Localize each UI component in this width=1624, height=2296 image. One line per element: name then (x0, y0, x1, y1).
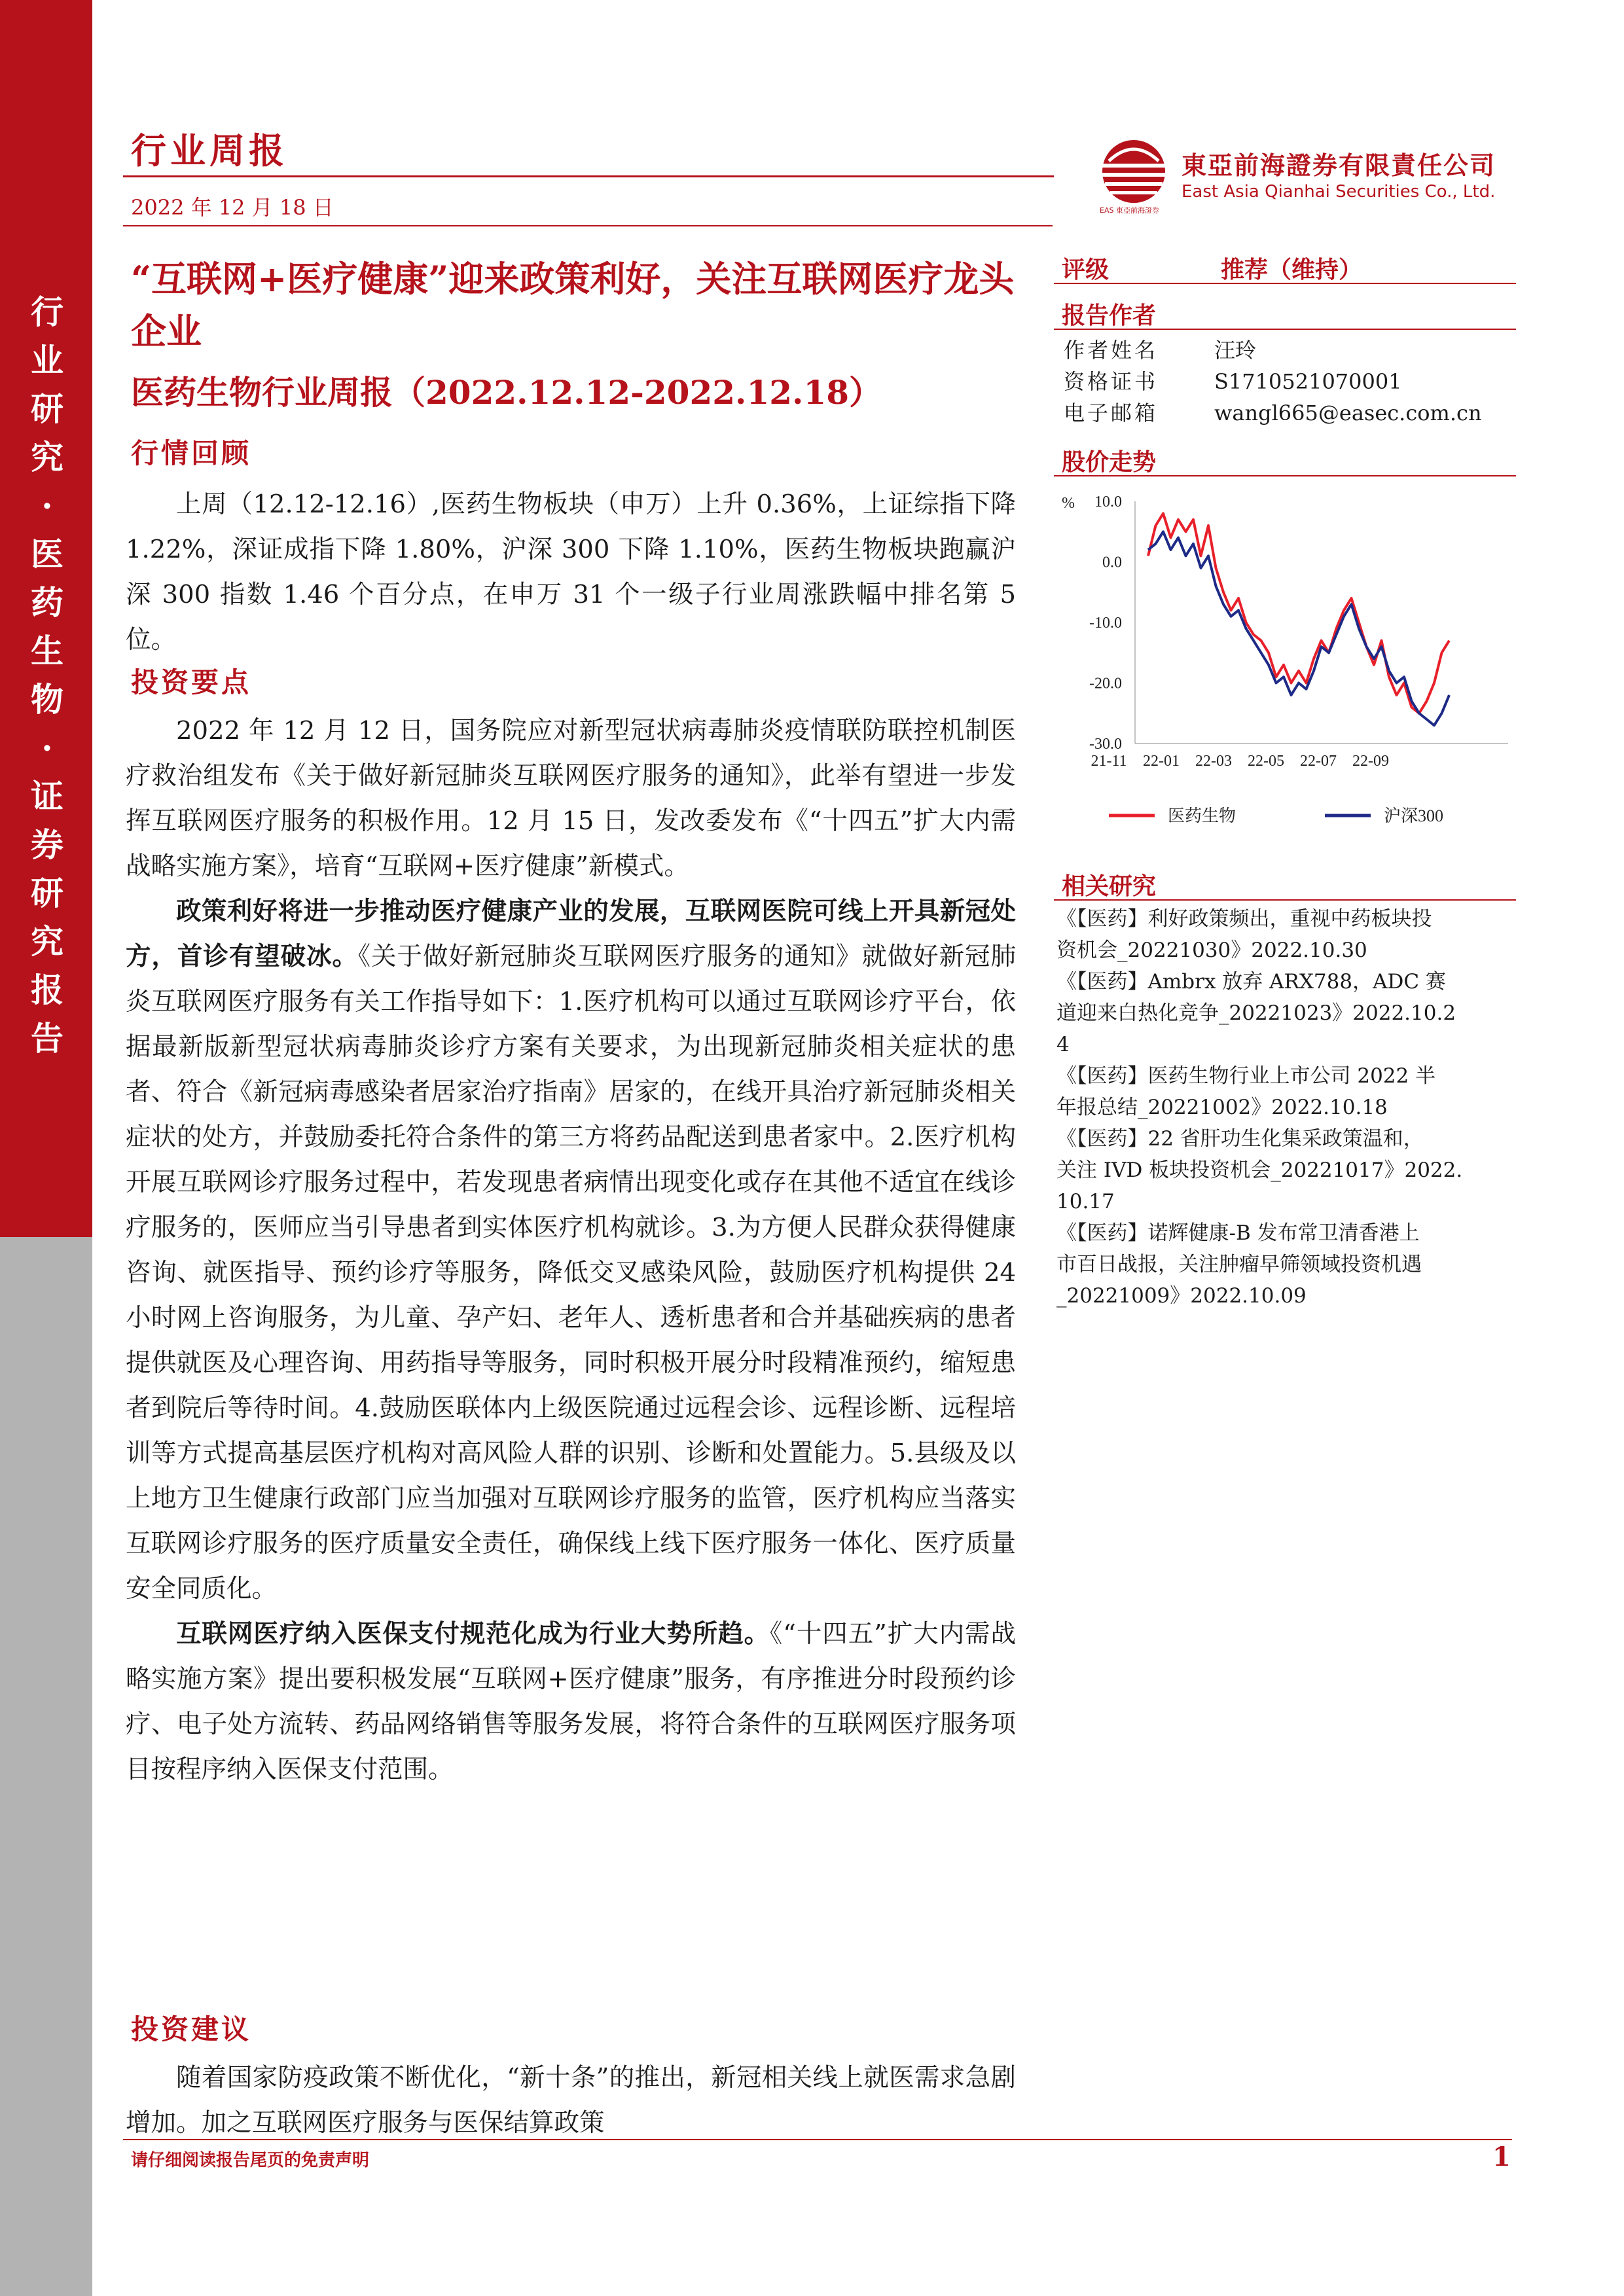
sidebar-char: 证 (31, 777, 63, 816)
related-line[interactable]: 《【医药】医药生物行业上市公司 2022 半 (1056, 1064, 1436, 1088)
y-tick-label: 0.0 (1102, 554, 1122, 571)
related-line[interactable]: 4 (1056, 1033, 1070, 1056)
author-key: 电子邮箱 (1064, 401, 1159, 425)
related-heading: 相关研究 (1062, 872, 1157, 900)
related-line[interactable]: 道迎来白热化竞争_20221023》2022.10.2 (1056, 1001, 1456, 1025)
rating-value: 推荐（维持） (1221, 256, 1363, 283)
report-type: 行业周报 (131, 130, 288, 171)
x-tick-label: 22-05 (1248, 753, 1284, 770)
sidebar-char: · (41, 486, 53, 525)
legend-label: 沪深300 (1384, 806, 1444, 825)
company-name-en: East Asia Qianhai Securities Co., Ltd. (1182, 182, 1496, 202)
related-line[interactable]: 《【医药】22 省肝功生化集采政策温和， (1056, 1127, 1424, 1151)
author-key: 作者姓名 (1064, 338, 1159, 363)
related-line[interactable]: 10.17 (1056, 1190, 1115, 1213)
page-number: 1 (1492, 2142, 1511, 2172)
points-p3-rest: 《“十四五”扩大内需战略实施方案》提出要积极发展“互联网+医疗健康”服务，有序推进分时段预约诊疗、电子处方流转、药品网络销售等服务发展，将符合条件的互联网医疗服务项目按程序纳入医保支付范围。 (126, 1619, 1016, 1784)
related-line[interactable]: 年报总结_20221002》2022.10.18 (1056, 1096, 1388, 1119)
related-line[interactable]: 关注 IVD 板块投资机会_20221017》2022. (1056, 1158, 1463, 1182)
points-p2-rest: 《关于做好新冠肺炎互联网医疗服务的通知》就做好新冠肺炎互联网医疗服务有关工作指导如下：1.医疗机构可以通过互联网诊疗平台，依据最新版新型冠状病毒肺炎诊疗方案有关要求，为出现新冠肺炎相关症状的患者、符合《新冠病毒感染者居家治疗指南》居家的，在线开具治疗新冠肺炎相关症状的处方，并鼓励委托符合条件的第三方将药品配送到患者家中。2.医疗机构开展互联网诊疗服务过程中，若发现患者病情出现变化或存在其他不适宜在线诊疗服务的，医师应当引导患者到实体医疗机构就诊。3.为方便人民群众获得健康咨询、就医指导、预约诊疗等服务，降低交叉感染风险，鼓励医疗机构提供 24 小时网上咨询服务，为儿童、孕产妇、老年人、透析患者和合并基础疾病的患者提供就医及心理咨询、用药指导等服务，同时积极开展分时段精准预约，缩短患者到院后等待时间。4.鼓励医联体内上级医院通过远程会诊、远程诊断、远程培训等方式提高基层医疗机构对高风险人群的识别、诊断和处置能力。5.县级及以上地方卫生健康行政部门应当加强对互联网诊疗服务的监管，医疗机构应当落实互联网诊疗服务的医疗质量安全责任，确保线上线下医疗服务一体化、医疗质量安全同质化。 (126, 942, 1016, 1604)
sidebar-char: 业 (31, 341, 63, 380)
report-title: “互联网+医疗健康”迎来政策利好，关注互联网医疗龙头企业 (131, 258, 1015, 352)
author-heading-row (1054, 292, 1516, 330)
author-email[interactable]: wangl665@easec.com.cn (1214, 401, 1482, 425)
y-unit-label: % (1062, 495, 1075, 512)
related-heading-row (1054, 863, 1516, 901)
x-tick-label: 22-09 (1352, 753, 1389, 770)
sidebar-char: 医 (31, 535, 63, 573)
author-value: 汪玲 (1214, 338, 1257, 363)
author-heading: 报告作者 (1062, 302, 1157, 329)
y-tick-label: -10.0 (1089, 615, 1122, 632)
sidebar-char: 研 (31, 389, 63, 428)
y-tick-label: 10.0 (1094, 493, 1122, 511)
x-tick-label: 21-11 (1091, 753, 1127, 770)
company-name-cn: 東亞前海證券有限責任公司 (1182, 151, 1496, 180)
sidebar-char: 研 (31, 874, 63, 912)
review-paragraph (126, 482, 1016, 662)
points-p3-bold: 互联网医疗纳入医保支付规范化成为行业大势所趋。 (176, 1619, 770, 1649)
section-heading-points: 投资要点 (131, 666, 252, 698)
author-row-cert (1064, 365, 1402, 395)
price-heading-row (1054, 439, 1516, 476)
report-subtitle: 医药生物行业周报（2022.12.12-2022.12.18） (131, 373, 882, 412)
points-p2 (126, 889, 1016, 1611)
author-value: S1710521070001 (1214, 369, 1402, 394)
author-row-email[interactable] (1064, 397, 1482, 427)
section-heading-review: 行情回顾 (131, 437, 252, 469)
y-tick-label: -20.0 (1089, 675, 1122, 692)
sidebar-char: · (41, 728, 53, 767)
sidebar-char: 行 (31, 293, 63, 331)
related-line[interactable]: _20221009》2022.10.09 (1056, 1284, 1307, 1308)
related-line[interactable]: 《【医药】Ambrx 放弃 ARX788，ADC 赛 (1056, 970, 1446, 994)
sidebar-char: 告 (31, 1019, 63, 1058)
related-line[interactable]: 《【医药】诺辉健康-B 发布常卫清香港上 (1056, 1221, 1420, 1245)
price-trend-chart (1056, 482, 1515, 848)
report-date: 2022 年 12 月 18 日 (131, 195, 334, 220)
author-key: 资格证书 (1064, 369, 1159, 394)
x-tick-label: 22-07 (1300, 753, 1337, 770)
related-research-list (1056, 903, 1515, 1312)
logo-caption: EAS 東亞前海證券 (1100, 206, 1159, 215)
points-p2-bold: 政策利好将进一步推动医疗健康产业的发展，互联网医院可线上开具新冠处方，首诊有望破冰。 (126, 897, 1016, 971)
header-rule-2 (123, 225, 1053, 226)
x-tick-label: 22-01 (1143, 753, 1180, 770)
footer-rule (123, 2139, 1512, 2140)
sidebar-char: 究 (31, 922, 63, 961)
series-line (1148, 531, 1449, 725)
points-paragraphs (126, 708, 1016, 1792)
author-row-name (1064, 334, 1256, 364)
y-tick-label: -30.0 (1089, 736, 1122, 753)
related-line[interactable]: 《【医药】利好政策频出，重视中药板块投 (1056, 907, 1432, 931)
rating-row (1054, 246, 1516, 284)
price-heading: 股价走势 (1062, 448, 1157, 476)
sidebar-vertical-label (18, 288, 76, 1063)
points-p1: 2022 年 12 月 12 日，国务院应对新型冠状病毒肺炎疫情联防联控机制医疗救治组发布《关于做好新冠肺炎互联网医疗服务的通知》，此举有望进一步发挥互联网医疗服务的积极作用。12 月 15 日，发改委发布《“十四五”扩大内需战略实施方案》，培育“互联网+医疗健康”新模式。 (126, 716, 1016, 881)
legend-label: 医药生物 (1168, 806, 1236, 825)
section-heading-advice: 投资建议 (131, 2013, 252, 2045)
x-tick-label: 22-03 (1195, 753, 1232, 770)
advice-text: 随着国家防疫政策不断优化，“新十条”的推出，新冠相关线上就医需求急剧增加。加之互联网医疗服务与医保结算政策 (126, 2063, 1016, 2138)
review-text: 上周（12.12-12.16）,医药生物板块（申万）上升 0.36%，上证综指下降 1.22%，深证成指下降 1.80%，沪深 300 下降 1.10%，医药生物板块跑赢沪深 300 指数 1.46 个百分点，在申万 31 个一级子行业周涨跌幅中排名第 5 位。 (126, 490, 1016, 655)
advice-paragraph (126, 2055, 1016, 2145)
rating-label: 评级 (1062, 256, 1110, 283)
related-line[interactable]: 市百日战报，关注肿瘤早筛领域投资机遇 (1056, 1253, 1422, 1276)
sidebar-char: 究 (31, 438, 63, 476)
sidebar-char: 生 (31, 632, 63, 670)
sidebar-char: 券 (31, 825, 63, 864)
points-p3 (126, 1611, 1016, 1792)
footer-disclaimer: 请仔细阅读报告尾页的免责声明 (131, 2151, 370, 2170)
related-line[interactable]: 资机会_20221030》2022.10.30 (1056, 939, 1367, 962)
sidebar-char: 药 (31, 583, 63, 622)
sidebar-char: 物 (31, 680, 63, 719)
sidebar-gray-band (0, 1237, 92, 2296)
company-logo-icon (1094, 137, 1173, 209)
header-rule (123, 175, 1054, 177)
sidebar-char: 报 (31, 971, 63, 1009)
